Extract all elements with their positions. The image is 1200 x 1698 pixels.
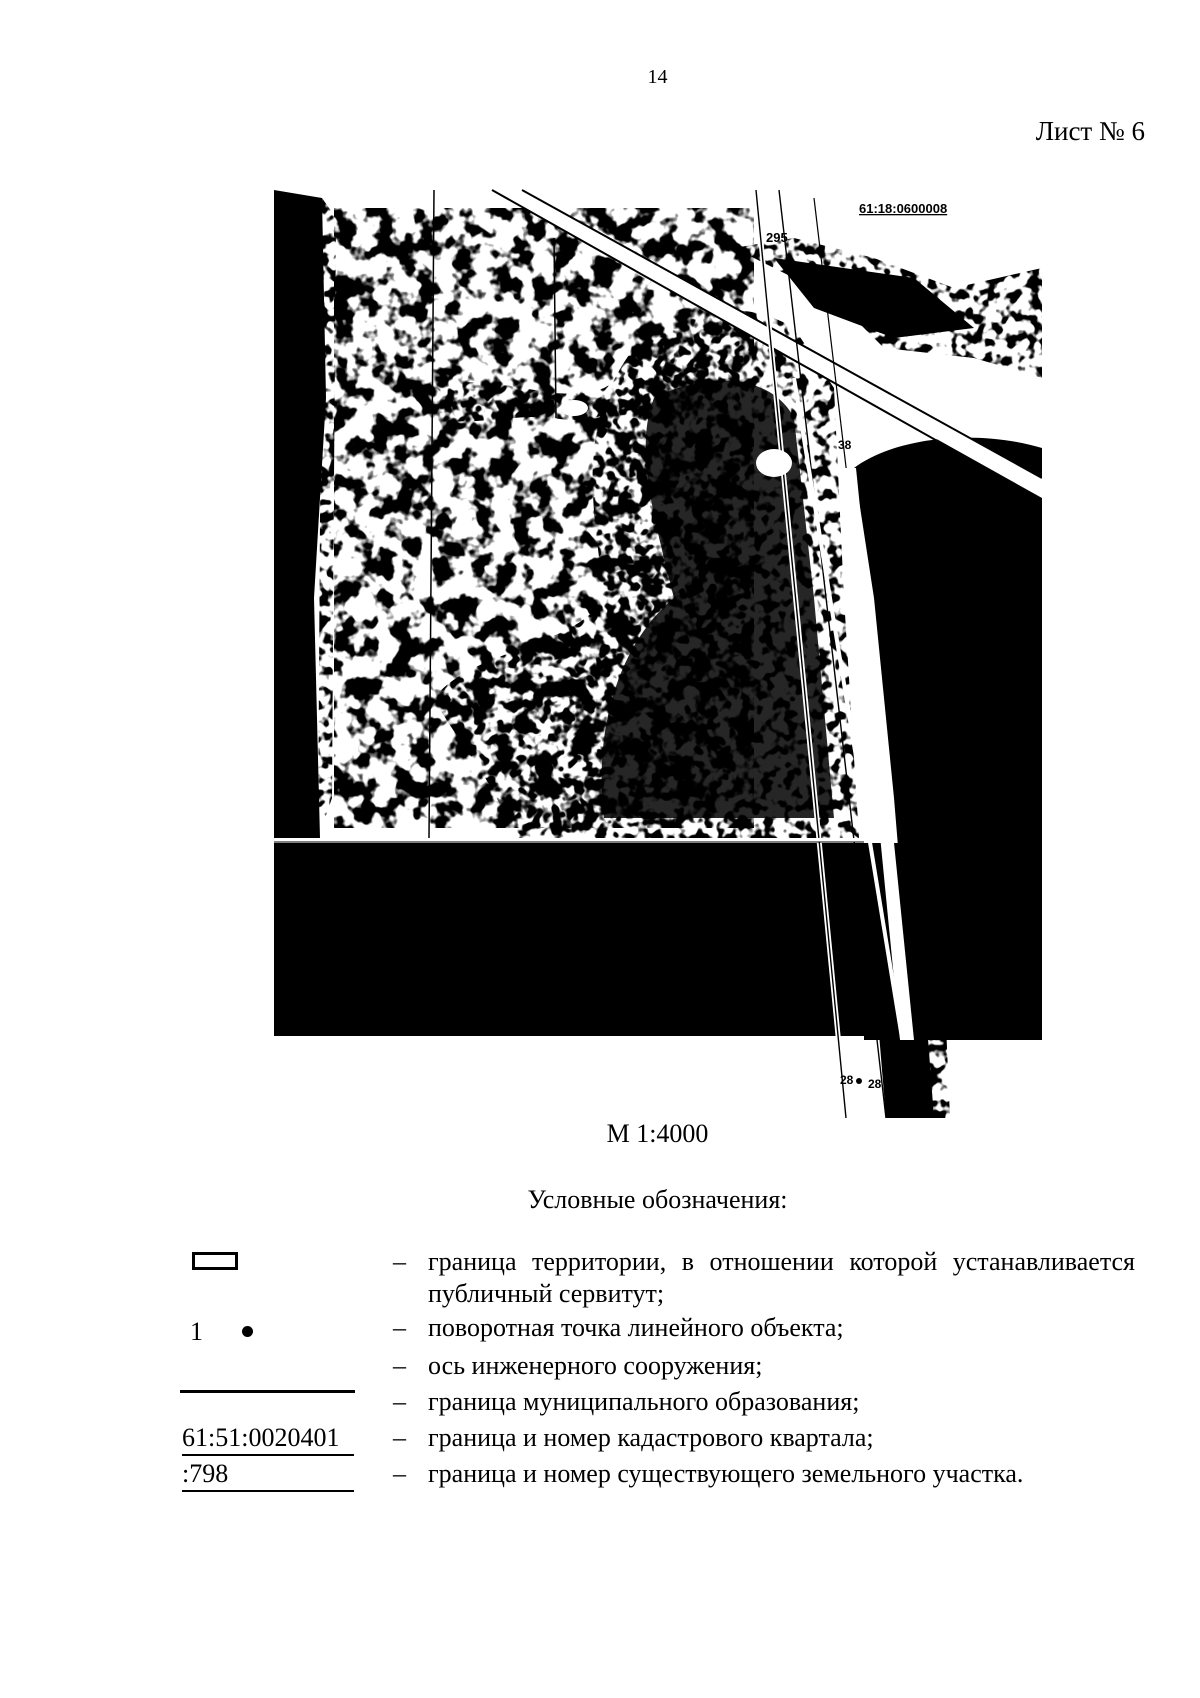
parcel-label: :798 [182,1458,354,1492]
point-label-d: 28 [868,1077,882,1091]
point-label-a: 295 [766,230,788,245]
sheet-label: Лист № 6 [1035,116,1145,146]
legend-row-parcel [180,1458,1135,1494]
legend-text: граница муниципального образования; [428,1387,860,1416]
map-scale: М 1:4000 [606,1119,709,1148]
point-label-c: 28 [840,1073,854,1087]
legend-text: граница и номер существующего земельного участка. [428,1459,1024,1488]
legend [180,1246,1135,1494]
legend-dash: – [393,1423,406,1452]
pond-small [560,400,588,416]
legend-dash: – [393,1351,406,1380]
legend-dash: – [393,1313,406,1342]
legend-dash: – [393,1247,406,1276]
legend-row-quarter [180,1422,1135,1458]
bottom-field [274,843,864,1036]
legend-dash: – [393,1459,406,1488]
legend-row-point [180,1312,1135,1350]
point-marker [856,1078,862,1084]
legend-row-municipal [180,1386,1135,1422]
map-image [274,178,1042,1118]
legend-text: граница территории, в отношении которой устанавливается публичный сервитут; [428,1247,1135,1308]
point-dot-icon [242,1326,253,1337]
point-label-b: 38 [838,438,852,452]
legend-title: Условные обозначения: [527,1185,788,1214]
pond [756,449,792,477]
legend-text: ось инженерного сооружения; [428,1351,763,1380]
page-number: 14 [647,66,668,88]
legend-dash: – [393,1387,406,1416]
quarter-label: 61:18:0600008 [859,201,948,216]
legend-text: граница и номер кадастрового квартала; [428,1423,874,1452]
cadastral-quarter-label: 61:51:0020401 [182,1422,354,1456]
point-symbol-label: 1 [190,1317,203,1346]
legend-text: поворотная точка линейного объекта; [428,1313,844,1342]
legend-row-axis [180,1350,1135,1386]
legend-row-servitude [180,1246,1135,1312]
